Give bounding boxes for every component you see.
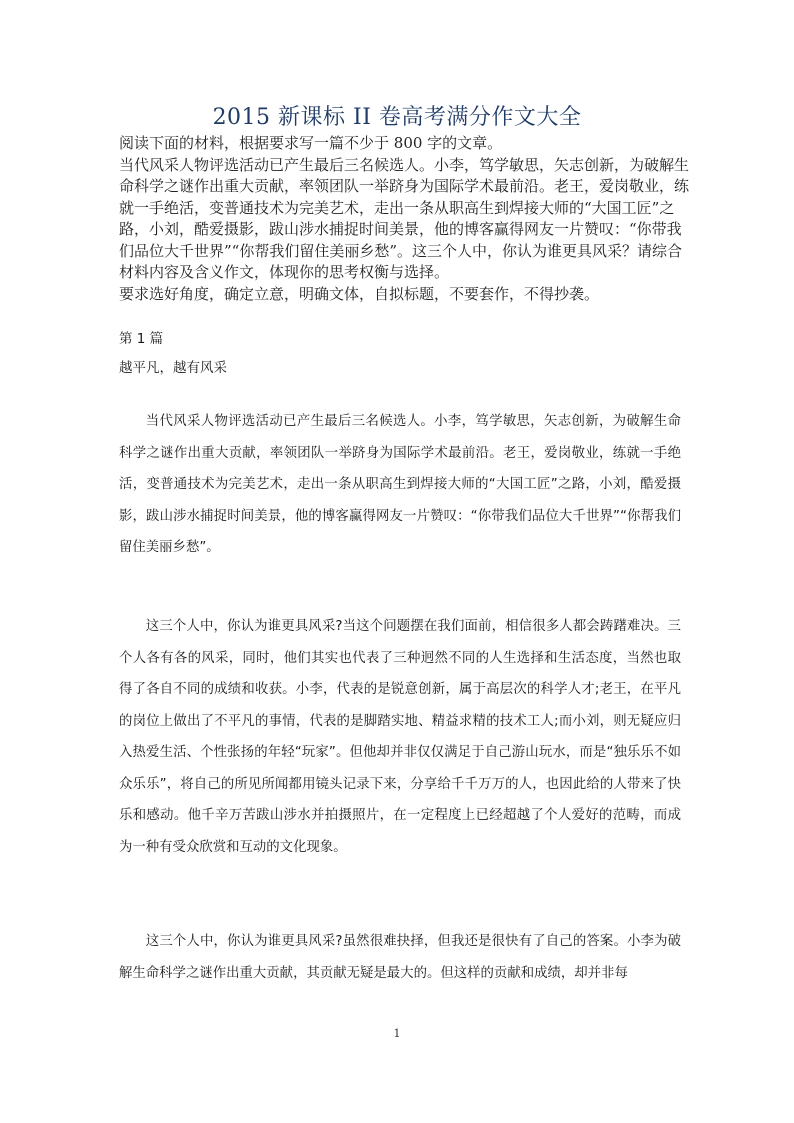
essay-paragraph: 这三个人中，你认为谁更具风采?当这个问题摆在我们面前，相信很多人都会踌躇难决。三个人各有各的风采，同时，他们其实也代表了三种迥然不同的人生选择和生活态度，当然也取得了各自不同的成绩和收获。小李，代表的是锐意创新，属于高层次的科学人才;老王，在平凡的岗位上做出了不平凡的事情，代表的是脚踏实地、精益求精的技术工人;而小刘，则无疑应归入热爱生活、个性张扬的年轻“玩家”。但他却并非仅仅满足于自己游山玩水，而是“独乐乐不如众乐乐”，将自己的所见所闻都用镜头记录下来，分享给千千万万的人，也因此给的人带来了快乐和感动。他千辛万苦跋山涉水并拍摄照片，在一定程度上已经超越了个人爱好的范畴，而成为一种有受众欣赏和互动的文化现象。 (119, 619, 681, 855)
essay-paragraph: 当代风采人物评选活动已产生最后三名候选人。小李，笃学敏思，矢志创新，为破解生命科学之谜作出重大贡献，率领团队一举跻身为国际学术最前沿。老王，爱岗敬业，练就一手绝活，变普通技术为完美艺术，走出一条从职高生到焊接大师的“大国工匠”之路，小刘，酷爱摄影，跋山涉水捕捉时间美景，他的博客赢得网友一片赞叹：“你带我们品位大千世界”“你帮我们留住美丽乡愁”。 (119, 414, 681, 555)
section-label: 第 1 篇 (119, 331, 164, 347)
document-title: 2015 新课标 II 卷高考满分作文大全 (212, 105, 582, 130)
page-number: 1 (393, 1027, 401, 1040)
prompt-requirements: 要求选好角度，确定立意，明确文体，自拟标题，不要套作，不得抄袭。 (119, 284, 600, 303)
prompt-material: 当代风采人物评选活动已产生最后三名候选人。小李，笃学敏思，矢志创新，为破解生命科学之谜作出重大贡献，率领团队一举跻身为国际学术最前沿。老王，爱岗敬业，练就一手绝活，变普通技术为完美艺术，走出一条从职高生到焊接大师的“大国工匠”之路，小刘，酷爱摄影，跋山涉水捕捉时间美景，他的博客赢得网友一片赞叹：“你带我们品位大千世界”“你帮我们留住美丽乡愁”。这三个人中，你认为谁更具风采？请综合材料内容及含义作文，体现你的思考权衡与选择。 (119, 155, 690, 281)
prompt-instruction: 阅读下面的材料，根据要求写一篇不少于 800 字的文章。 (119, 134, 503, 152)
essay-paragraph: 这三个人中，你认为谁更具风采?虽然很难抉择，但我还是很快有了自己的答案。小李为破解生命科学之谜作出重大贡献，其贡献无疑是最大的。但这样的贡献和成绩，却并非每 (119, 934, 681, 981)
essay-title: 越平凡，越有风采 (119, 360, 227, 376)
essay-prompt (119, 133, 689, 305)
